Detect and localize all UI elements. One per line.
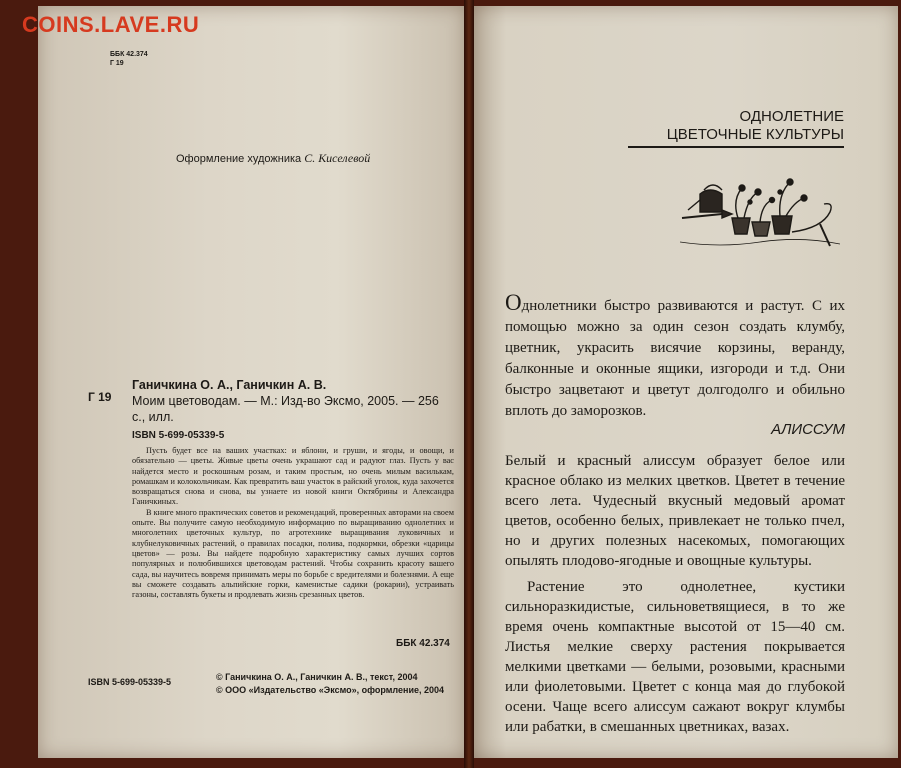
bbk-code: ББК 42.374 Г 19 bbox=[110, 51, 148, 67]
bibliographic-record bbox=[132, 377, 452, 425]
annotation-paragraph: В книге много практических советов и рекомендаций, проверенных авторами на своем опыте. Вы получите самую необходимую информацию по выращиванию однолетних и многолетних цветочных культур, по агротехнике выращивания луковичных и клубнелуковичных растений, о правилах посадки, полива, подкормки, обрезки «царицы цветов» — розы. Вы найдете подробную характеристику самых лучших сортов популярных и полюбившихся цветоводам растений. Чтобы сохранить красоту вашего сада, вы научитесь вовремя принимать меры по борьбе с вредителями и болезнями. А еще вы сможете создавать альпийские горки, каменистые садики (рокарии), устраивать газоны, составлять букеты и продлевать жизнь срезанных цветов. bbox=[132, 507, 454, 600]
authors: Ганичкина О. А., Ганичкин А. В. bbox=[132, 378, 327, 392]
book-spine bbox=[464, 0, 474, 768]
copyright-line: © Ганичкина О. А., Ганичкин А. В., текст, 2004 bbox=[216, 672, 418, 682]
intro-dropcap: О bbox=[505, 290, 522, 315]
chapter-title bbox=[620, 108, 844, 144]
designer-name: С. Киселевой bbox=[304, 151, 371, 165]
annotation bbox=[132, 446, 454, 600]
chapter-title-line2: ЦВЕТОЧНЫЕ КУЛЬТУРЫ bbox=[666, 126, 844, 143]
isbn-bottom: ISBN 5-699-05339-5 bbox=[88, 677, 172, 687]
designer-credit bbox=[176, 151, 370, 166]
intro-paragraph bbox=[505, 292, 845, 422]
section-body bbox=[505, 451, 845, 737]
garden-tools-illustration bbox=[680, 172, 840, 262]
bbk-bottom: ББК 42.374 bbox=[396, 638, 450, 649]
record-text: Моим цветоводам. — М.: Изд-во Эксмо, 2005. — 256 с., илл. bbox=[132, 394, 439, 424]
copyright-block bbox=[216, 671, 444, 697]
watermark-text: COINS.LAVE.RU bbox=[22, 12, 200, 37]
body-paragraph: Белый и красный алиссум образует белое или красное облако из мелких цветков. Цветет в течение всего лета. Чудесный вкусный медовый аромат цветов, особенно белых, привлекает не только пчел, но и других полезных насекомых, помогающих опылять плодово-ягодные и овощные культуры. bbox=[505, 453, 845, 569]
intro-text: днолетники быстро развиваются и растут. С их помощью можно за один сезон создать клумбу, цветник, украсить висячие корзины, веранду, балконные и оконные ящики, изгороди и т.д. Они быстро зацветают и цветут долгодолго и обильно вплоть до заморозков. bbox=[505, 298, 845, 419]
annotation-paragraph: Пусть будет все на ваших участках: и яблони, и груши, и ягоды, и овощи, и обязательно — цветы. Живые цветы очень украшают сад и радуют глаз. Пусть у вас найдется место и роскошным розам, и таким простым, но очень милым василькам, ромашкам и колокольчикам. Как превратить ваш участок в райский уголок, куда захочется возвращаться снова и снова, вы узнаете из новой книги Октябрины и Александра Ганичкиных. bbox=[132, 446, 454, 507]
chapter-rule bbox=[628, 146, 844, 148]
copyright-line: © ООО «Издательство «Эксмо», оформление, 2004 bbox=[216, 685, 445, 695]
section-title: АЛИССУМ bbox=[771, 421, 845, 438]
chapter-title-line1: ОДНОЛЕТНИЕ bbox=[739, 108, 844, 125]
body-paragraph: Растение это однолетнее, кустики сильноразкидистые, сильноветвящиеся, в то же время очень компактные высотой от 15—40 см. Листья мелкие сверху растения покрывается мелкими цветками — белыми, розовыми, красными или фиолетовыми. Цветет с конца мая до глубокой осени. Чаще всего алиссум сажают вокруг клумбы или рабатки, в смешанных цветниках, вазах. bbox=[505, 579, 845, 735]
designer-prefix: Оформление художника bbox=[176, 153, 302, 165]
udk-index: Г 19 bbox=[88, 390, 112, 404]
isbn-top: ISBN 5-699-05339-5 bbox=[132, 430, 225, 441]
